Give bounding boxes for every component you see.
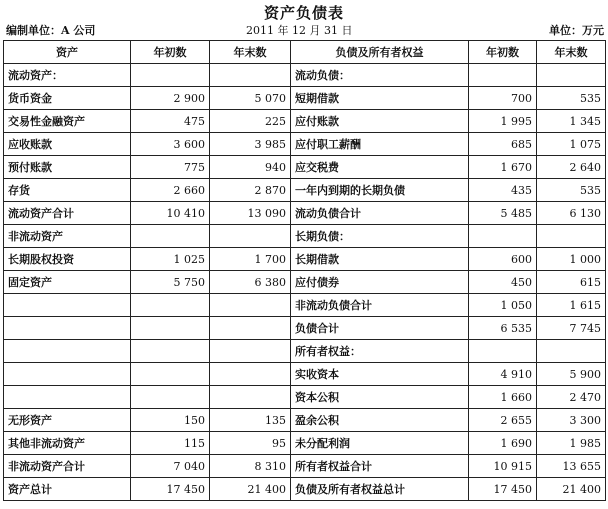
row-label-cell: 未分配利润 <box>291 432 469 455</box>
value-cell: 225 <box>210 110 291 133</box>
value-cell: 1 345 <box>537 110 606 133</box>
row-label-cell: 实收资本 <box>291 363 469 386</box>
value-cell: 2 900 <box>131 87 210 110</box>
value-cell: 3 985 <box>210 133 291 156</box>
table-row <box>4 432 606 455</box>
row-label-cell: 一年内到期的长期负债 <box>291 179 469 202</box>
value-cell: 10 915 <box>469 455 537 478</box>
table-row <box>4 478 606 501</box>
value-cell: 2 655 <box>469 409 537 432</box>
value-cell: 1 050 <box>469 294 537 317</box>
table-row <box>4 156 606 179</box>
value-cell <box>210 64 291 87</box>
column-header: 负债及所有者权益 <box>291 41 469 64</box>
value-cell: 8 310 <box>210 455 291 478</box>
value-cell: 940 <box>210 156 291 179</box>
column-header: 年初数 <box>469 41 537 64</box>
row-label-cell: 所有者权益合计 <box>291 455 469 478</box>
value-cell: 5 485 <box>469 202 537 225</box>
value-cell: 1 660 <box>469 386 537 409</box>
column-header: 年初数 <box>131 41 210 64</box>
value-cell: 5 750 <box>131 271 210 294</box>
row-label-cell: 流动资产合计 <box>4 202 131 225</box>
value-cell: 6 130 <box>537 202 606 225</box>
value-cell: 7 745 <box>537 317 606 340</box>
row-label-cell: 负债及所有者权益总计 <box>291 478 469 501</box>
row-label-cell: 货币资金 <box>4 87 131 110</box>
value-cell: 1 075 <box>537 133 606 156</box>
value-cell: 17 450 <box>469 478 537 501</box>
value-cell: 135 <box>210 409 291 432</box>
value-cell <box>537 64 606 87</box>
row-label-cell: 负债合计 <box>291 317 469 340</box>
row-label-cell: 短期借款 <box>291 87 469 110</box>
table-row <box>4 409 606 432</box>
value-cell: 700 <box>469 87 537 110</box>
value-cell <box>537 340 606 363</box>
report-date: 2011 年 12 月 31 日 <box>246 24 353 37</box>
value-cell: 6 535 <box>469 317 537 340</box>
value-cell: 1 690 <box>469 432 537 455</box>
row-label-cell: 非流动负债合计 <box>291 294 469 317</box>
value-cell: 1 700 <box>210 248 291 271</box>
column-header: 资产 <box>4 41 131 64</box>
row-label-cell: 预付账款 <box>4 156 131 179</box>
value-cell: 435 <box>469 179 537 202</box>
table-row <box>4 202 606 225</box>
row-label-cell <box>4 386 131 409</box>
row-label-cell: 应收账款 <box>4 133 131 156</box>
value-cell: 2 640 <box>537 156 606 179</box>
value-cell: 21 400 <box>210 478 291 501</box>
value-cell <box>131 363 210 386</box>
row-label-cell: 资本公积 <box>291 386 469 409</box>
company-label: 编制单位：A 公司 <box>6 24 96 37</box>
value-cell: 475 <box>131 110 210 133</box>
row-label-cell: 应交税费 <box>291 156 469 179</box>
row-label-cell: 应付职工薪酬 <box>291 133 469 156</box>
value-cell: 1 615 <box>537 294 606 317</box>
row-label-cell <box>4 363 131 386</box>
value-cell <box>469 225 537 248</box>
balance-sheet-table <box>3 40 606 501</box>
row-label-cell: 长期负债： <box>291 225 469 248</box>
table-row <box>4 133 606 156</box>
row-label-cell: 流动资产： <box>4 64 131 87</box>
row-label-cell: 其他非流动资产 <box>4 432 131 455</box>
value-cell: 600 <box>469 248 537 271</box>
value-cell: 7 040 <box>131 455 210 478</box>
value-cell <box>131 317 210 340</box>
value-cell <box>210 340 291 363</box>
value-cell: 13 090 <box>210 202 291 225</box>
row-label-cell: 长期借款 <box>291 248 469 271</box>
value-cell: 2 470 <box>537 386 606 409</box>
row-label-cell: 所有者权益： <box>291 340 469 363</box>
value-cell: 535 <box>537 87 606 110</box>
row-label-cell: 非流动资产 <box>4 225 131 248</box>
table-row <box>4 225 606 248</box>
table-row <box>4 248 606 271</box>
row-label-cell: 盈余公积 <box>291 409 469 432</box>
value-cell <box>210 294 291 317</box>
row-label-cell: 存货 <box>4 179 131 202</box>
report-title: 资产负债表 <box>263 4 344 22</box>
row-label-cell: 资产总计 <box>4 478 131 501</box>
table-row <box>4 64 606 87</box>
column-header: 年末数 <box>537 41 606 64</box>
value-cell: 95 <box>210 432 291 455</box>
value-cell <box>131 340 210 363</box>
value-cell: 1 000 <box>537 248 606 271</box>
table-row <box>4 455 606 478</box>
value-cell <box>131 225 210 248</box>
value-cell <box>469 340 537 363</box>
table-row <box>4 271 606 294</box>
header-row <box>4 41 606 64</box>
value-cell <box>210 363 291 386</box>
row-label-cell: 非流动资产合计 <box>4 455 131 478</box>
value-cell: 5 070 <box>210 87 291 110</box>
table-row <box>4 294 606 317</box>
table-row <box>4 363 606 386</box>
value-cell: 13 655 <box>537 455 606 478</box>
table-row <box>4 87 606 110</box>
value-cell: 2 660 <box>131 179 210 202</box>
currency-unit: 单位：万元 <box>549 24 604 37</box>
value-cell: 1 670 <box>469 156 537 179</box>
value-cell: 5 900 <box>537 363 606 386</box>
value-cell <box>131 386 210 409</box>
row-label-cell <box>4 294 131 317</box>
row-label-cell: 流动负债合计 <box>291 202 469 225</box>
value-cell: 17 450 <box>131 478 210 501</box>
value-cell: 3 300 <box>537 409 606 432</box>
value-cell: 2 870 <box>210 179 291 202</box>
row-label-cell: 长期股权投资 <box>4 248 131 271</box>
value-cell <box>210 317 291 340</box>
value-cell: 21 400 <box>537 478 606 501</box>
row-label-cell: 流动负债： <box>291 64 469 87</box>
value-cell: 10 410 <box>131 202 210 225</box>
value-cell: 1 995 <box>469 110 537 133</box>
row-label-cell: 无形资产 <box>4 409 131 432</box>
value-cell <box>131 294 210 317</box>
column-header: 年末数 <box>210 41 291 64</box>
value-cell: 115 <box>131 432 210 455</box>
value-cell: 615 <box>537 271 606 294</box>
value-cell: 150 <box>131 409 210 432</box>
row-label-cell: 应付债券 <box>291 271 469 294</box>
value-cell <box>210 386 291 409</box>
row-label-cell: 应付账款 <box>291 110 469 133</box>
row-label-cell <box>4 317 131 340</box>
row-label-cell <box>4 340 131 363</box>
table-row <box>4 340 606 363</box>
value-cell: 1 025 <box>131 248 210 271</box>
value-cell: 685 <box>469 133 537 156</box>
table-row <box>4 317 606 340</box>
row-label-cell: 交易性金融资产 <box>4 110 131 133</box>
value-cell <box>469 64 537 87</box>
value-cell: 4 910 <box>469 363 537 386</box>
table-row <box>4 179 606 202</box>
value-cell: 775 <box>131 156 210 179</box>
table-row <box>4 110 606 133</box>
value-cell: 6 380 <box>210 271 291 294</box>
value-cell: 450 <box>469 271 537 294</box>
value-cell: 535 <box>537 179 606 202</box>
table-row <box>4 386 606 409</box>
value-cell <box>537 225 606 248</box>
value-cell <box>131 64 210 87</box>
value-cell: 3 600 <box>131 133 210 156</box>
value-cell: 1 985 <box>537 432 606 455</box>
value-cell <box>210 225 291 248</box>
row-label-cell: 固定资产 <box>4 271 131 294</box>
